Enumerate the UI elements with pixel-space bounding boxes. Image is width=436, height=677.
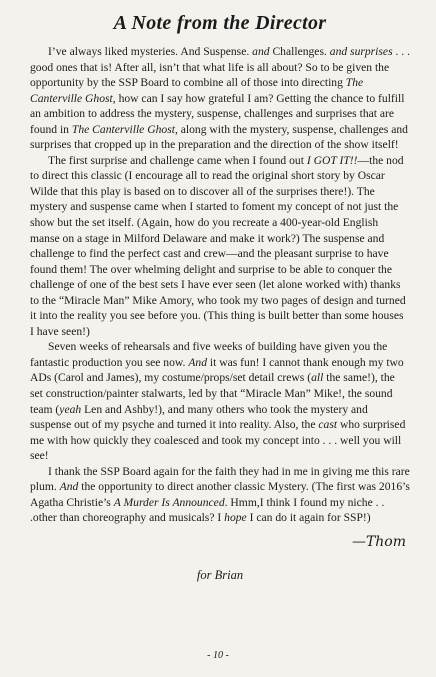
text-run: the opportunity to direct another classic Mystery. (The first was 2016’s Agatha Christie’s [30, 480, 410, 509]
italic-text: I GOT IT!! [306, 153, 358, 167]
italic-text: The Canterville Ghost [30, 76, 364, 105]
italic-text: The Canterville Ghost [71, 122, 175, 136]
text-run: Seven weeks of rehearsals and five weeks of building have given you the fantastic production you see now. [30, 340, 388, 369]
text-run: I’ve always liked mysteries. And Suspense. [48, 45, 253, 58]
text-run: I thank the SSP Board again for the faith they had in me in giving me this rare plum. [30, 464, 410, 494]
text-run: Challenges. [269, 45, 330, 58]
italic-text: And [188, 355, 207, 369]
paragraph [30, 153, 410, 340]
paragraph [30, 464, 410, 526]
text-run: . Hmm,I think I found my niche . . .other than choreography and musicals? I [30, 495, 385, 525]
paragraph [30, 44, 410, 153]
italic-text: cast [318, 418, 338, 432]
text-run: . . . good ones that is! After all, isn’t that what life is all about? So to be given the opportunity by the SSP Board to combine all of those into directing [30, 45, 410, 90]
page-number: - 10 - [207, 650, 229, 661]
italic-text: yeah [59, 402, 82, 416]
text-run: who surprised me with how quickly they coalesced and took my concept into . . . well you will see! [30, 418, 406, 463]
text-run: , how can I say how grateful I am? Getting the chance to fulfill an ambition to address the mystery, suspense, challenges and surprises that are found in [30, 91, 405, 136]
italic-text: A Murder Is Announced [113, 495, 225, 509]
text-run: Len and Ashby!), and many others who took the mystery and suspense out of my psyche and turned it into reality. Also, the [30, 402, 368, 432]
text-run: I can do it again for SSP!) [246, 511, 371, 525]
italic-text: and [252, 45, 270, 58]
italic-text: and surprises [329, 45, 393, 58]
italic-text: And [59, 480, 79, 494]
text-run: , along with the mystery, suspense, challenges and surprises that cropped up in the preparation and the direction of the show itself! [30, 122, 408, 152]
italic-text: hope [224, 511, 247, 525]
paragraph [30, 339, 410, 463]
page-title: A Note from the Director [113, 12, 327, 34]
text-run: it was fun! I cannot thank enough my two ADs (Carol and James), my costume/props/set detail crews ( [30, 355, 404, 385]
text-run: The first surprise and challenge came when I found out [48, 153, 307, 167]
dedication: for Brian [196, 567, 244, 582]
signature: —Thom [351, 533, 406, 550]
director-note-body [30, 44, 410, 526]
text-run: —the nod to direct this classic (I encourage all to read the original short story by Oscar Wilde that this play is based on to discover all of the surprises there!). The mystery and suspense came when I started to foment my concept of not just the show but the set itself. (Again, how do you recreate a 400-year-old English manse on a stage in Milford Delaware and make it work?) The suspense and challenge to find the perfect cast and crew—and the pleasant surprise to have found them! The over whelming delight and surprise to be able to conquer the challenge of one of the best sets I have ever seen (let alone worked with) thanks to the “Miracle Man” Mike Amory, who took my two pages of design and turned it into the reality you see before you. (This thing is built better than some houses I have seen!) [30, 153, 406, 338]
italic-text: all [311, 371, 324, 385]
text-run: the same!), the set construction/painter stalwarts, led by that “Miracle Man” Mike!, the sound team ( [30, 371, 395, 416]
